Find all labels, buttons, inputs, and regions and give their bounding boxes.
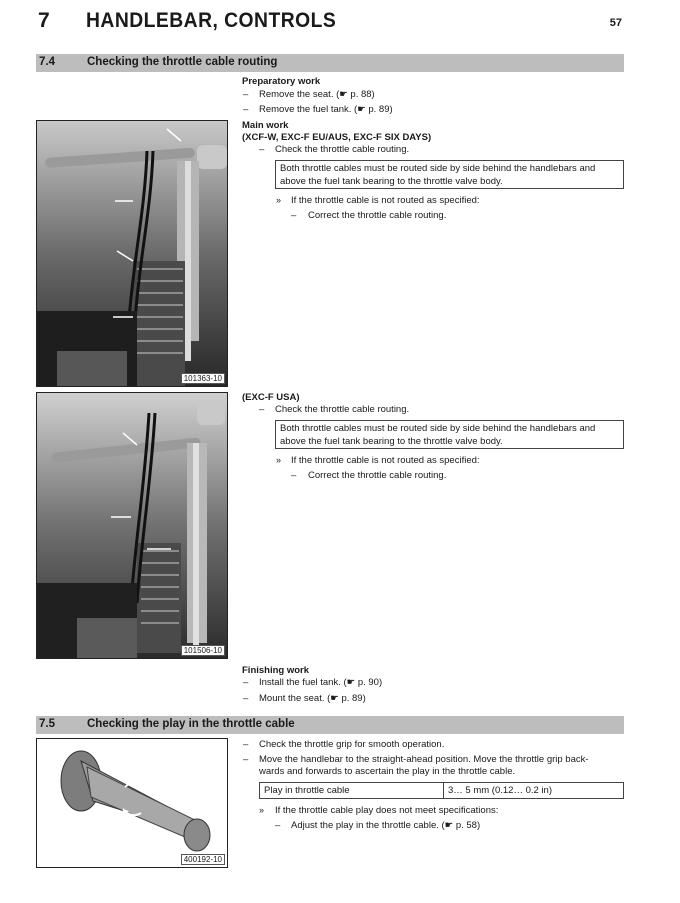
spec-value: 3… 5 mm (0.12… 0.2 in) xyxy=(444,783,624,799)
prep-step-remove-seat: Remove the seat. (☛ p. 88) xyxy=(259,89,375,100)
finish-step-mount-seat: Mount the seat. (☛ p. 89) xyxy=(259,693,366,704)
condition-b: If the throttle cable is not routed as specified: xyxy=(291,455,480,466)
section-7-4-heading xyxy=(36,54,624,72)
note-line: above the fuel tank bearing to the throttle valve body. xyxy=(280,175,503,187)
throttle-routing-photo-a xyxy=(36,120,228,387)
dash-bullet: – xyxy=(291,210,297,221)
chapter-title: HANDLEBAR, CONTROLS xyxy=(86,9,337,32)
throttle-grip-illustration xyxy=(36,738,228,868)
chevron-icon: » xyxy=(276,455,282,465)
section-title: Checking the play in the throttle cable xyxy=(87,718,295,730)
spec-table xyxy=(259,782,624,799)
model-variant-a: (XCF-W, EXC-F EU/AUS, EXC-F SIX DAYS) xyxy=(242,132,432,143)
dash-bullet: – xyxy=(243,754,249,765)
dash-bullet: – xyxy=(275,820,281,831)
play-step-check-grip: Check the throttle grip for smooth operation. xyxy=(259,739,445,750)
image-reference-label: 101363-10 xyxy=(181,373,225,384)
condition-a: If the throttle cable is not routed as specified: xyxy=(291,195,480,206)
page-number: 57 xyxy=(609,17,622,29)
dash-bullet: – xyxy=(259,404,265,415)
image-reference-label: 101506-10 xyxy=(181,645,225,656)
note-line: Both throttle cables must be routed side by side behind the handlebars and xyxy=(280,163,596,174)
check-step-b: Check the throttle cable routing. xyxy=(275,404,410,415)
dash-bullet: – xyxy=(243,739,249,750)
dash-bullet: – xyxy=(291,470,297,481)
image-reference-label: 400192-10 xyxy=(181,854,225,865)
check-step-a: Check the throttle cable routing. xyxy=(275,144,410,155)
dash-bullet: – xyxy=(259,144,265,155)
chevron-icon: » xyxy=(276,195,282,205)
routing-note-box-b xyxy=(275,420,624,449)
finishing-work-heading: Finishing work xyxy=(242,665,310,676)
dash-bullet: – xyxy=(243,677,249,688)
chapter-number: 7 xyxy=(38,9,50,32)
dash-bullet: – xyxy=(243,89,249,100)
prep-step-remove-fuel-tank: Remove the fuel tank. (☛ p. 89) xyxy=(259,104,393,115)
section-title: Checking the throttle cable routing xyxy=(87,56,278,68)
table-row xyxy=(260,783,624,799)
play-condition: If the throttle cable play does not meet specifications: xyxy=(275,805,499,816)
note-line: Both throttle cables must be routed side by side behind the handlebars and xyxy=(280,423,596,434)
dash-bullet: – xyxy=(243,693,249,704)
chapter-header xyxy=(38,9,628,33)
routing-note-box-a xyxy=(275,160,624,189)
preparatory-work-heading: Preparatory work xyxy=(242,76,321,87)
section-number: 7.5 xyxy=(39,718,55,730)
finish-step-install-fuel-tank: Install the fuel tank. (☛ p. 90) xyxy=(259,677,383,688)
spec-label: Play in throttle cable xyxy=(260,783,444,799)
play-step-move-grip-line2: wards and forwards to ascertain the play in the throttle cable. xyxy=(259,766,516,777)
model-variant-b: (EXC-F USA) xyxy=(242,392,300,403)
throttle-routing-photo-b xyxy=(36,392,228,659)
action-b: Correct the throttle cable routing. xyxy=(308,470,447,481)
action-a: Correct the throttle cable routing. xyxy=(308,210,447,221)
play-action: Adjust the play in the throttle cable. (☛ p. 58) xyxy=(291,820,481,831)
section-7-5-heading xyxy=(36,716,624,734)
play-step-move-grip-line1: Move the handlebar to the straight-ahead position. Move the throttle grip back- xyxy=(259,754,589,765)
note-line: above the fuel tank bearing to the throttle valve body. xyxy=(280,435,503,447)
main-work-heading: Main work xyxy=(242,120,289,131)
section-number: 7.4 xyxy=(39,56,55,68)
chevron-icon: » xyxy=(259,805,265,815)
dash-bullet: – xyxy=(243,104,249,115)
